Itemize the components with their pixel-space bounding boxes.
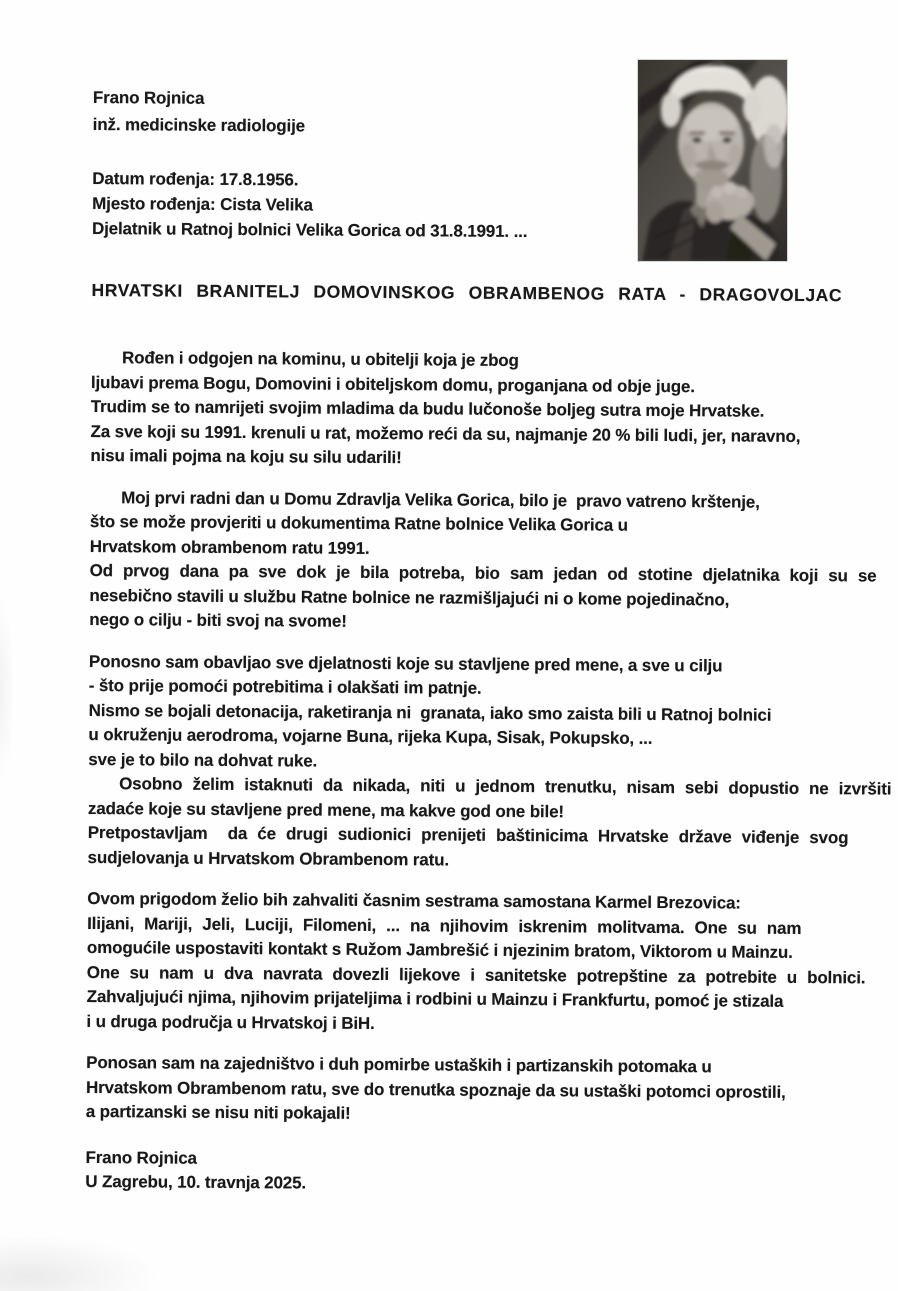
text-line: Ovom prigodom želio bih zahvaliti časnim sestrama samostana Karmel Brezovica: <box>87 888 741 913</box>
text-line: sudjelovanja u Hrvatskom Obrambenom ratu. <box>87 847 450 870</box>
text-line: Rođen i odgojen na kominu, u obitelji koja je zbog <box>122 348 519 370</box>
document-heading: HRVATSKI BRANITELJ DOMOVINSKOG OBRAMBENOG RATA - DRAGOVOLJAC <box>91 279 843 306</box>
text-line: Hrvatskom Obrambenom ratu, sve do trenutka spoznaje da su ustaški potomci oprostili, <box>85 1077 786 1102</box>
text-line: Moj prvi radni dan u Domu Zdravlja Velika Gorica, bilo je pravo vatreno krštenje, <box>121 487 760 512</box>
text-line: Hrvatskom obrambenom ratu 1991. <box>89 536 370 558</box>
text-line: Za sve koji su 1991. krenuli u rat, možemo reći da su, najmanje 20 % bili ludi, jer, naravno, <box>90 421 801 446</box>
author-title: inž. medicinske radiologije <box>92 114 306 136</box>
author-name: Frano Rojnica <box>92 87 205 108</box>
text-line: Od prvog dana pa sve dok je bila potreba, bio sam jedan od stotine djelatnika koji su se <box>89 560 877 586</box>
text-line: nisu imali pojma na koju su silu udarili! <box>90 445 402 468</box>
text-line: - što prije pomoći potrebitima i olakšati im patnje. <box>88 675 482 698</box>
text-line: a partizanski se nisu niti pokajali! <box>85 1101 351 1123</box>
paragraph <box>86 887 866 1039</box>
text-line: nego o cilju - biti svoj na svome! <box>89 609 347 631</box>
text-line: omogućile uspostaviti kontakt s Ružom Jambrešić i njezinim bratom, Viktorom u Mainzu. <box>86 937 793 962</box>
scan-smudge-bottom-left <box>0 1235 160 1291</box>
text-line: što se može provjeriti u dokumentima Ratne bolnice Velika Gorica u <box>89 511 629 535</box>
signature-place-date: U Zagrebu, 10. travnja 2025. <box>85 1171 307 1193</box>
signature-block <box>85 1145 841 1199</box>
paragraph <box>89 485 877 637</box>
birth-info-line: Datum rođenja: 17.8.1956. <box>92 168 299 190</box>
text-line: Zahvaljujući njima, njihovim prijateljima i rodbini u Mainzu i Frankfurtu, pomoć je stizala <box>86 986 784 1011</box>
text-line: Trudim se to namrijeti svojim mladima da budu lučonoše boljeg sutra moje Hrvatske. <box>90 396 765 421</box>
text-line: u okruženju aerodroma, vojarne Buna, rijeka Kupa, Sisak, Pokupsko, ... <box>88 724 653 748</box>
portrait-photo <box>638 60 787 261</box>
paragraph <box>87 649 892 875</box>
portrait-photo-art <box>638 60 787 261</box>
birth-info-line: Mjesto rođenja: Cista Velika <box>92 193 313 215</box>
scan-smudge-left-edge <box>0 600 14 780</box>
text-line: One su nam u dva navrata dovezli lijekove i sanitetske potrepštine za potrebite u bolnici. <box>86 962 866 987</box>
text-line: Osobno želim istaknuti da nikada, niti u jednom trenutku, nisam sebi dopustio ne izvršiti <box>119 774 892 799</box>
text-line: Ilijani, Mariji, Jeli, Luciji, Filomeni, ... na njihovim iskrenim molitvama. One su nam <box>87 913 802 938</box>
text-line: sve je to bilo na dohvat ruke. <box>88 749 318 771</box>
text-line: ljubavi prema Bogu, Domovini i obiteljskom domu, proganjana od obje juge. <box>90 372 695 396</box>
text-line: Nismo se bojali detonacija, raketiranja ni granata, iako smo zaista bili u Ratnoj bolnici <box>88 700 772 725</box>
text-line: nesebično stavili u službu Ratne bolnice ne razmišljajući ni o kome pojedinačno, <box>89 585 730 609</box>
paragraph <box>86 1051 842 1130</box>
paragraph <box>90 346 847 474</box>
text-line: Pretpostavljam da će drugi sudionici prenijeti baštinicima Hrvatske države viđenje svog <box>87 822 849 848</box>
signature-name: Frano Rojnica <box>85 1147 197 1168</box>
birth-info-line: Djelatnik u Ratnoj bolnici Velika Gorica od 31.8.1991. ... <box>91 218 528 242</box>
text-line: Ponosno sam obavljao sve djelatnosti koje su stavljene pred mene, a sve u cilju <box>88 651 723 675</box>
text-line: i u druga područja u Hrvatskoj i BiH. <box>86 1011 375 1033</box>
text-line: zadaće koje su stavljene pred mene, ma kakve god one bile! <box>87 798 565 821</box>
letter-body <box>85 346 892 1130</box>
text-line: Ponosan sam na zajedništvo i duh pomirbe ustaških i partizanskih potomaka u <box>86 1052 712 1077</box>
